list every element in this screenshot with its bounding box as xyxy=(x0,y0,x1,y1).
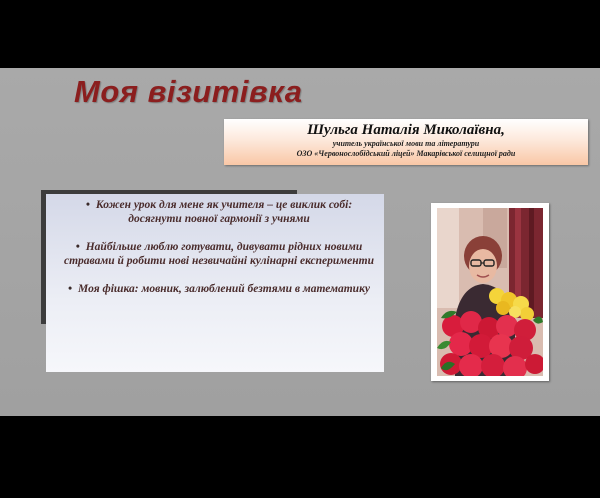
teacher-name: Шульга Наталія Миколаївна, xyxy=(307,122,505,138)
portrait-photo-icon xyxy=(437,208,543,376)
bullet-item xyxy=(62,282,376,296)
bullet-item xyxy=(62,198,376,226)
content-box xyxy=(46,194,384,372)
bullet-list xyxy=(62,198,376,296)
bullet-text: Моя фішка: мовник, залюблений безтями в математику xyxy=(78,283,371,295)
photo-frame xyxy=(431,203,549,381)
name-card xyxy=(224,119,588,165)
bullet-icon: • xyxy=(85,199,90,211)
teacher-school: ОЗО «Червонослобідський ліцей» Макарівської селищної ради xyxy=(296,149,516,158)
bullet-icon: • xyxy=(68,283,73,295)
bullet-text: Найбільше люблю готувати, дивувати рідних новими стравами й робити нові незвичайні кулінарні експерименти xyxy=(64,241,374,267)
bullet-icon: • xyxy=(75,241,80,253)
bullet-item xyxy=(62,240,376,268)
slide xyxy=(0,68,600,416)
slide-title: Моя візитівка xyxy=(74,74,303,109)
bullet-text: Кожен урок для мене як учителя – це виклик собі: досягнути повної гармонії з учнями xyxy=(95,199,353,225)
teacher-role: учитель української мови та літератури xyxy=(332,139,480,148)
